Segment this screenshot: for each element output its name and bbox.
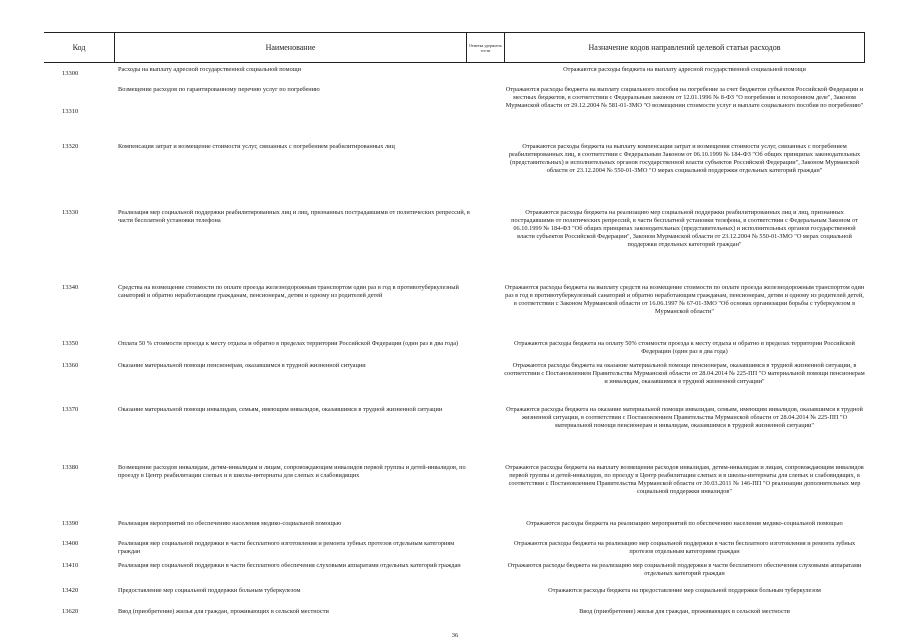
row-purpose: Отражаются расходы бюджета на выплату возмещения расходов инвалидам, детям-инвалидам и лицам, сопровождающим инвалидов первой группы и детей-инвалидов, по проезду в Центр реабилитации слепых и в школы-интернаты для слепых и слабовидящих, в соответствии с Постановлением Правительства Мурманской области от 30.03.2011 № 146-ПП "О реализации дополнительных мер социальной поддержки инвалидов" xyxy=(505,464,864,495)
row-purpose: Отражаются расходы бюджета на оплату 50% стоимости проезда к месту отдыха и обратно в пределах территории Российской Федерации (один раз в два года) xyxy=(514,340,855,355)
row-code: 13410 xyxy=(62,562,79,569)
row-code: 13370 xyxy=(62,406,79,413)
row-purpose: Отражаются расходы бюджета на выплату средств на возмещение стоимости по оплате проезда железнодорожным транспортом один раз в год в противотуберкулезный санаторий и обратно неработающим гражданам, пенсионерам, детям и одному из родителей детей, в соответствии с Законом Мурманской области от 16.06.1997 № 67-01-ЗМО "Об основах организации борьбы с туберкулезом в Мурманской области" xyxy=(504,284,865,315)
row-name: Оказание материальной помощи инвалидам, семьям, имеющим инвалидов, оказавшимся в трудной жизненной ситуации xyxy=(118,406,443,413)
row-code: 13360 xyxy=(62,362,79,369)
row-purpose: Отражаются расходы бюджета на выплату социального пособия на погребение за счет бюджетов субъектов Российской Федерации и местных бюджетов, в соответствии с Федеральным законом от 12.01.1996 № 8-ФЗ "О погребении и похоронном деле", Законом Мурманской области от 29.12.2004 № 581-01-ЗМО "О возмещении стоимости услуг и выплате социального пособия по погребению" xyxy=(505,86,864,109)
row-purpose: Ввод (приобретение) жилья для граждан, проживающих в сельской местности xyxy=(579,608,790,615)
row-code: 13400 xyxy=(62,540,79,547)
row-name: Компенсация затрат и возмещение стоимости услуг, связанных с погребением реабилитированных лиц xyxy=(118,143,395,150)
row-purpose: Отражаются расходы бюджета на выплату адресной государственной социальной помощи xyxy=(563,66,806,73)
row-code: 13380 xyxy=(62,464,79,471)
row-code: 13420 xyxy=(62,587,79,594)
header-note: Отметка удержсель тости xyxy=(466,32,504,63)
header-code: Код xyxy=(44,32,114,63)
row-purpose: Отражаются расходы бюджета на предоставление мер социальной поддержки больным туберкулезом xyxy=(548,587,821,594)
page-number: 36 xyxy=(451,632,459,639)
row-name: Реализация мер социальной поддержки реабилитированных лиц и лиц, признанных пострадавшими от политических репрессий, в части бесплатной установки телефона xyxy=(118,209,470,224)
row-name: Реализация мер социальной поддержки в части бесплатного изготовления и ремонта зубных протезов отдельным категориям граждан xyxy=(118,540,455,555)
row-name: Ввод (приобретение) жилья для граждан, проживающих в сельской местности xyxy=(118,608,329,615)
row-code: 13330 xyxy=(62,209,79,216)
row-name: Возмещение расходов по гарантированному перечню услуг по погребению xyxy=(118,86,320,93)
row-name: Оказание материальной помощи пенсионерам, оказавшимся в трудной жизненной ситуации xyxy=(118,362,366,369)
row-code: 13310 xyxy=(62,108,79,115)
row-purpose: Отражаются расходы бюджета на реализацию мер социальной поддержки реабилитированных лиц и лиц, признанных пострадавшими от политических репрессий, в части бесплатной установки телефона, в соответствии с Федеральным Законом от 06.10.1999 № 184-ФЗ "Об общих принципах законодательных (представительных) и исполнительных органов государственной власти субъектов Российской Федерации", Законом Мурманской области от 23.12.2004 № 550-01-ЗМО "О мерах социальной поддержки отдельных категорий граждан" xyxy=(511,209,858,248)
row-purpose: Отражаются расходы бюджета на реализацию мер социальной поддержки в части бесплатного обеспечения слуховыми аппаратами отдельных категорий граждан xyxy=(507,562,862,577)
row-name: Оплата 50 % стоимости проезда к месту отдыха и обратно в пределах территории Российской Федерации (один раз в два года) xyxy=(118,340,459,347)
row-code: 13620 xyxy=(62,608,79,615)
row-code: 13390 xyxy=(62,520,79,527)
row-code: 13300 xyxy=(62,70,79,77)
row-code: 13340 xyxy=(62,284,79,291)
row-code: 13350 xyxy=(62,340,79,347)
row-code: 13320 xyxy=(62,143,79,150)
header-purpose: Назначение кодов направлений целевой статьи расходов xyxy=(504,32,865,63)
row-purpose: Отражаются расходы бюджета на выплату компенсации затрат и возмещения стоимости услуг, связанных с погребением реабилитированных лиц, в соответствии с Федеральным Законом от 06.10.1999 № 184-ФЗ "Об общих принципах законодательных (представительных) и исполнительных органов государственной власти субъектов Российской Федерации", Законом Мурманской области от 23.12.2004 № 550-01-ЗМО "О мерах социальной поддержки отдельных категорий граждан" xyxy=(508,143,861,174)
row-purpose: Отражаются расходы бюджета на оказание материальной помощи инвалидам, семьям, имеющим инвалидов, оказавшимся в трудной жизненной ситуации, в соответствии с Постановлением Правительства Мурманской области от 28.04.2014 № 225-ПП "О материальной помощи пенсионерам и инвалидам, оказавшимся в трудной жизненной ситуации" xyxy=(506,406,863,429)
row-name: Предоставление мер социальной поддержки больным туберкулезом xyxy=(118,587,301,594)
row-purpose: Отражаются расходы бюджета на оказание материальной помощи пенсионерам, оказавшимся в трудной жизненной ситуации, в соответствии с Постановлением Правительства Мурманской области от 28.04.2014 № 225-ПП "О материальной помощи пенсионерам и инвалидам, оказавшимся в трудной жизненной ситуации" xyxy=(504,362,865,385)
row-purpose: Отражаются расходы бюджета на реализацию мер социальной поддержки в части бесплатного изготовления и ремонта зубных протезов отдельным категориям граждан xyxy=(513,540,856,555)
row-name: Возмещение расходов инвалидам, детям-инвалидам и лицам, сопровождающим инвалидов первой группы и детей-инвалидов, по проезду в Центр реабилитации слепых и в школы-интернаты для слепых и слабовидящих xyxy=(118,464,466,479)
row-name: Реализация мероприятий по обеспечению населения медико-социальной помощью xyxy=(118,520,342,527)
row-name: Расходы на выплату адресной государственной социальной помощи xyxy=(118,66,301,73)
row-name: Средства на возмещение стоимости по оплате проезда железнодорожным транспортом один раз в год в противотуберкулезный санаторий и обратно неработающим гражданам, пенсионерам, детям и одному из родителей детей xyxy=(118,284,459,299)
header-name: Наименование xyxy=(114,32,466,63)
row-purpose: Отражаются расходы бюджета на реализацию мероприятий по обеспечению населения медико-социальной помощью xyxy=(526,520,843,527)
row-name: Реализация мер социальной поддержки в части бесплатного обеспечения слуховыми аппаратами отдельных категорий граждан xyxy=(118,562,461,569)
